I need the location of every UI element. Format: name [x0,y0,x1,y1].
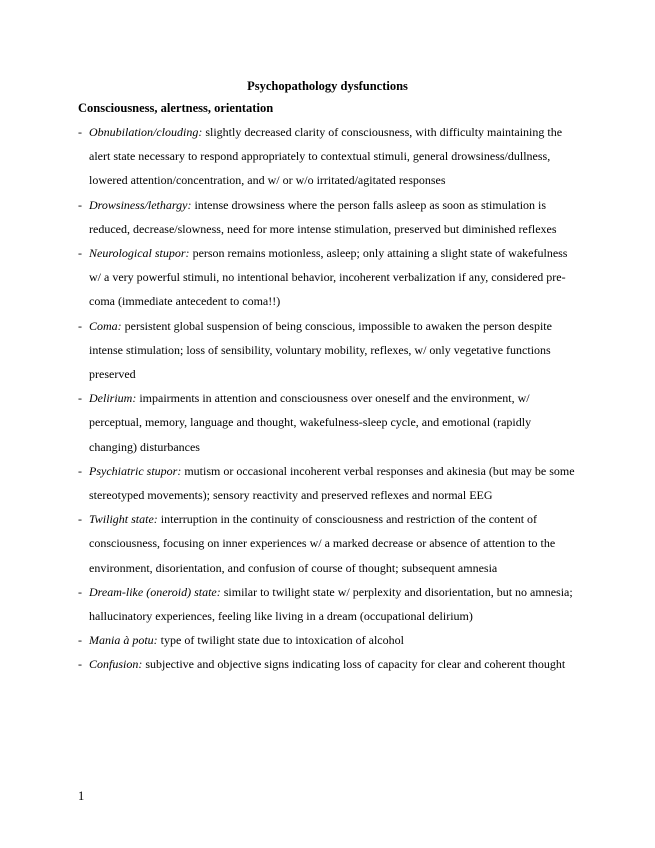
term-label: Obnubilation/clouding: [89,125,206,139]
term-description: subjective and objective signs indicating loss of capacity for clear and coherent thought [145,657,566,672]
term-description: person remains motionless, asleep; only attaining a slight state of wakefulness w/ a very powerful stimuli, no intentional behavior, incoherent verbalization if any, considered pre-coma (immediate antecedent to coma!!) [89,246,568,309]
bullet-dash: - [78,391,82,406]
term-description: interruption in the continuity of consciousness and restriction of the content of consciousness, focusing on inner experiences w/ a marked decrease or absence of attention to the environment, disorientation, and confusion of course of thought; subsequent amnesia [89,512,556,575]
bullet-dash: - [78,657,82,672]
bullet-dash: - [78,463,82,478]
list-item [78,193,578,241]
bullet-dash: - [78,197,82,212]
list-item [78,628,578,652]
term-label: Confusion: [89,657,146,672]
term-label: Mania à potu: [89,633,161,648]
bullet-dash: - [78,512,82,527]
bullet-dash: - [78,584,82,599]
term-label: Psychiatric stupor: [89,463,185,478]
term-description: impairments in attention and consciousness over oneself and the environment, w/ perceptual, memory, language and thought, wakefulness-sleep cycle, and emotional (rapidly changing) disturbances [89,391,532,454]
section-heading: Consciousness, alertness, orientation [78,101,274,115]
list-item [78,120,578,193]
list-item [78,314,578,387]
bullet-dash: - [78,125,82,139]
list-item [78,459,578,507]
list-item [78,580,578,628]
bullet-dash: - [78,318,82,333]
bullet-dash: - [78,246,82,261]
term-description: type of twilight state due to intoxication of alcohol [160,633,404,648]
page-number: 1 [78,789,85,803]
term-label: Neurological stupor: [89,246,193,261]
term-description: persistent global suspension of being conscious, impossible to awaken the person despite intense stimulation; loss of sensibility, voluntary mobility, reflexes, w/ only vegetative functions preserved [89,318,552,382]
term-label: Twilight state: [89,512,161,527]
term-label: Delirium: [89,391,140,406]
bullet-dash: - [78,633,82,648]
term-label: Coma: [89,318,125,333]
list-item [78,652,578,676]
term-description: intense drowsiness where the person falls asleep as soon as stimulation is reduced, decrease/slowness, need for more intense stimulation, preserved but diminished reflexes [89,197,557,236]
term-description: slightly decreased clarity of consciousness, with difficulty maintaining the alert state necessary to respond appropriately to contextual stimuli, general drowsiness/dullness, lowered attention/concentration, and w/ or w/o irritated/agitated responses [89,125,563,188]
list-item [78,241,578,314]
list-item [78,386,578,459]
term-label: Dream-like (oneroid) state: [89,584,224,599]
term-description: mutism or occasional incoherent verbal responses and akinesia (but may be some stereotyped movements); sensory reactivity and preserved reflexes and normal EEG [89,463,575,503]
term-label: Drowsiness/lethargy: [89,197,195,212]
term-description: similar to twilight state w/ perplexity and disorientation, but no amnesia; hallucinatory experiences, feeling like living in a dream (occupational delirium) [89,584,573,624]
document-title: Psychopathology dysfunctions [247,79,408,93]
definition-list [78,120,578,677]
list-item [78,507,578,580]
